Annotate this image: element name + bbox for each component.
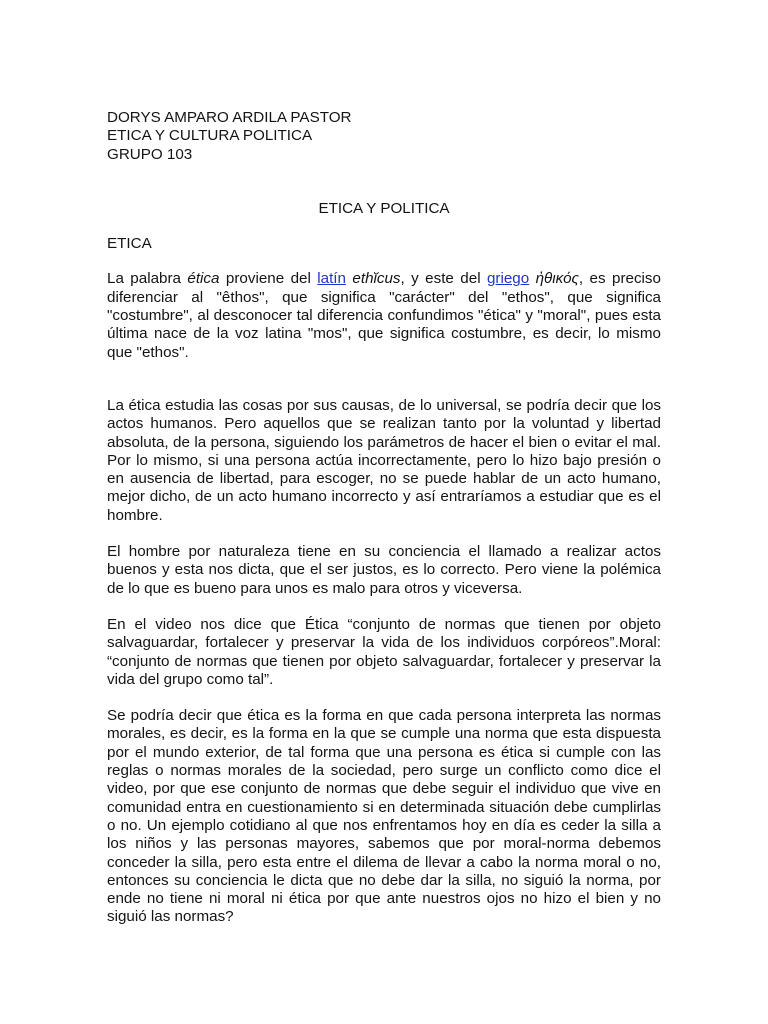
p1-text-2: proviene del xyxy=(219,270,318,288)
link-griego[interactable]: griego xyxy=(486,270,530,288)
paragraph-2: La ética estudia las cosas por sus causas, de lo universal, se podría decir que los actos humanos. Pero aquellos que se realizan tanto por la voluntad y libertad absoluta, de la persona, siguiendo los parámetros de hacer el bien o evitar el mal. Por lo mismo, si una persona actúa incorrectamente, pero lo hizo bajo presión o en ausencia de libertad, para escoger, no se puede hablar de un acto humano, mejor dicho, de un acto humano incorrecto y así entraríamos a estudiar que es el hombre. xyxy=(107,396,661,524)
p1-text-1: La palabra xyxy=(107,270,188,288)
paragraph-5: Se podría decir que ética es la forma en que cada persona interpreta las normas morales, es decir, es la forma en la que se cumple una norma que esta dispuesta por el mundo exterior, de tal forma que una persona es ética si cumple con las reglas o normas morales de la sociedad, pero surge un conflicto como dice el video, por que ese conjunto de normas que debe seguir el individuo que vive en comunidad entra en cuestionamiento si en determinada situación debe cumplirlas o no. Un ejemplo cotidiano al que nos enfrentamos hoy en día es ceder la silla a los niños y las personas mayores, sabemos que por moral-norma debemos conceder la silla, pero esta entre el dilema de llevar a cabo la norma moral o no, entonces su conciencia le dicta que no debe dar la silla, no siguió la norma, por ende no tiene ni moral ni ética por que ante nuestros ojos no hizo el bien y no siguió las normas? xyxy=(107,707,661,926)
document-body xyxy=(107,109,661,927)
p1-text-4: , y este del xyxy=(400,270,487,288)
paragraph-4: En el video nos dice que Ética “conjunto de normas que tienen por objeto salvaguardar, fortalecer y preservar la vida de los individuos corpóreos”.Moral: “conjunto de normas que tienen por objeto salvaguardar, fortalecer y preservar la vida del grupo como tal”. xyxy=(107,615,661,688)
p1-greek-word: ἠθικός xyxy=(535,270,579,288)
document-title: ETICA Y POLITICA xyxy=(318,199,450,217)
course-name: ETICA Y CULTURA POLITICA xyxy=(107,127,313,145)
p1-text-6: , es preciso diferenciar al "êthos", que significa "carácter" del "ethos", que significa "costumbre", al desconocer tal diferencia confundimos "ética" y "moral", pues esta última nace de la voz latina "mos", que significa costumbre, es decir, lo mismo que "ethos". xyxy=(107,270,661,361)
p1-etica-word: ética xyxy=(187,270,220,288)
group-name: GRUPO 103 xyxy=(107,145,193,163)
header-block xyxy=(107,109,661,164)
author-name: DORYS AMPARO ARDILA PASTOR xyxy=(107,109,352,126)
p1-ethicus: ethĭcus xyxy=(352,270,401,288)
paragraph-1 xyxy=(107,270,661,361)
section-heading: ETICA xyxy=(107,235,152,253)
paragraph-3: El hombre por naturaleza tiene en su conciencia el llamado a realizar actos buenos y esta nos dicta, que el ser justos, es lo correcto. Pero viene la polémica de lo que es bueno para unos es malo para otros y viceversa. xyxy=(107,543,661,597)
link-latin[interactable]: latín xyxy=(317,270,346,288)
